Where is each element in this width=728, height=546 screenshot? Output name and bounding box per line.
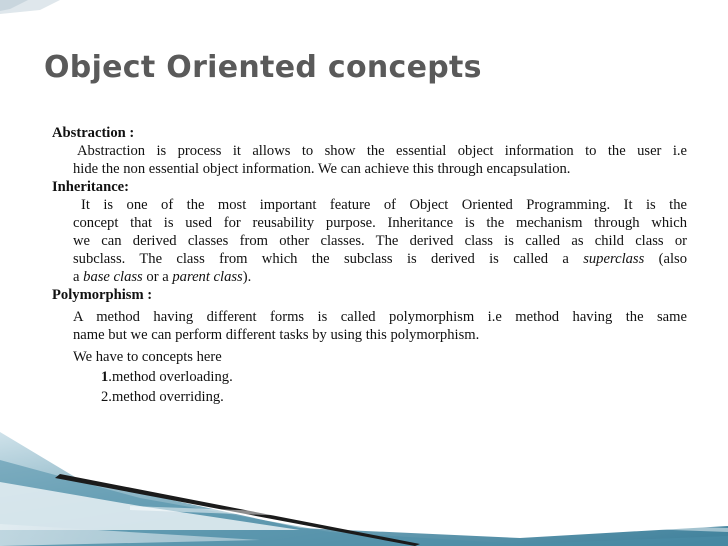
polymorphism-heading: Polymorphism : [52, 287, 153, 303]
inheritance-line-4 [73, 250, 687, 268]
inheritance-line-4-end: (also [658, 251, 687, 267]
polymorphism-line-3: We have to concepts here [73, 349, 222, 365]
inheritance-line-3: we can derived classes from other classes. The derived class is called as child class or [73, 233, 687, 249]
inheritance-heading: Inheritance: [52, 179, 130, 195]
inheritance-paragraph [52, 196, 687, 286]
corner-ornament [0, 0, 70, 14]
list-item-overriding: 2.method overriding. [101, 389, 224, 405]
slide-title: Object Oriented concepts [44, 50, 482, 85]
list-item-1-number: 1 [101, 369, 109, 385]
inheritance-line-2: concept that is used for reusability purpose. Inheritance is the mechanism through which [73, 215, 687, 231]
polymorphism-line-1: A method having different forms is called polymorphism i.e method having the same [73, 309, 687, 325]
inheritance-line-5-a: a [73, 269, 80, 285]
abstraction-heading: Abstraction : [52, 125, 135, 141]
polymorphism-paragraph [52, 308, 687, 366]
abstraction-line-1: Abstraction is process it allows to show the essential object information to the user i.e [77, 143, 687, 159]
abstraction-line-2: hide the non essential object information. We can achieve this through encapsulation. [73, 161, 571, 177]
inheritance-line-5-or: or a [146, 269, 169, 285]
parent-class-term: parent class [172, 269, 243, 285]
bottom-wave-decoration [0, 420, 728, 546]
list-item-1-text: .method overloading. [108, 369, 233, 385]
inheritance-line-1: It is one of the most important feature of Object Oriented Programming. It is the [81, 197, 687, 213]
polymorphism-line-2: name but we can perform different tasks by using this polymorphism. [73, 327, 480, 343]
list-item-overloading [52, 368, 687, 386]
slide-body [52, 124, 687, 406]
inheritance-line-5 [73, 268, 687, 286]
superclass-term: superclass [583, 251, 645, 267]
base-class-term: base class [83, 269, 143, 285]
inheritance-line-5-end: ). [242, 269, 252, 285]
inheritance-line-4-text: subclass. The class from which the subclass is derived is called a [73, 251, 569, 267]
abstraction-paragraph [52, 142, 687, 178]
